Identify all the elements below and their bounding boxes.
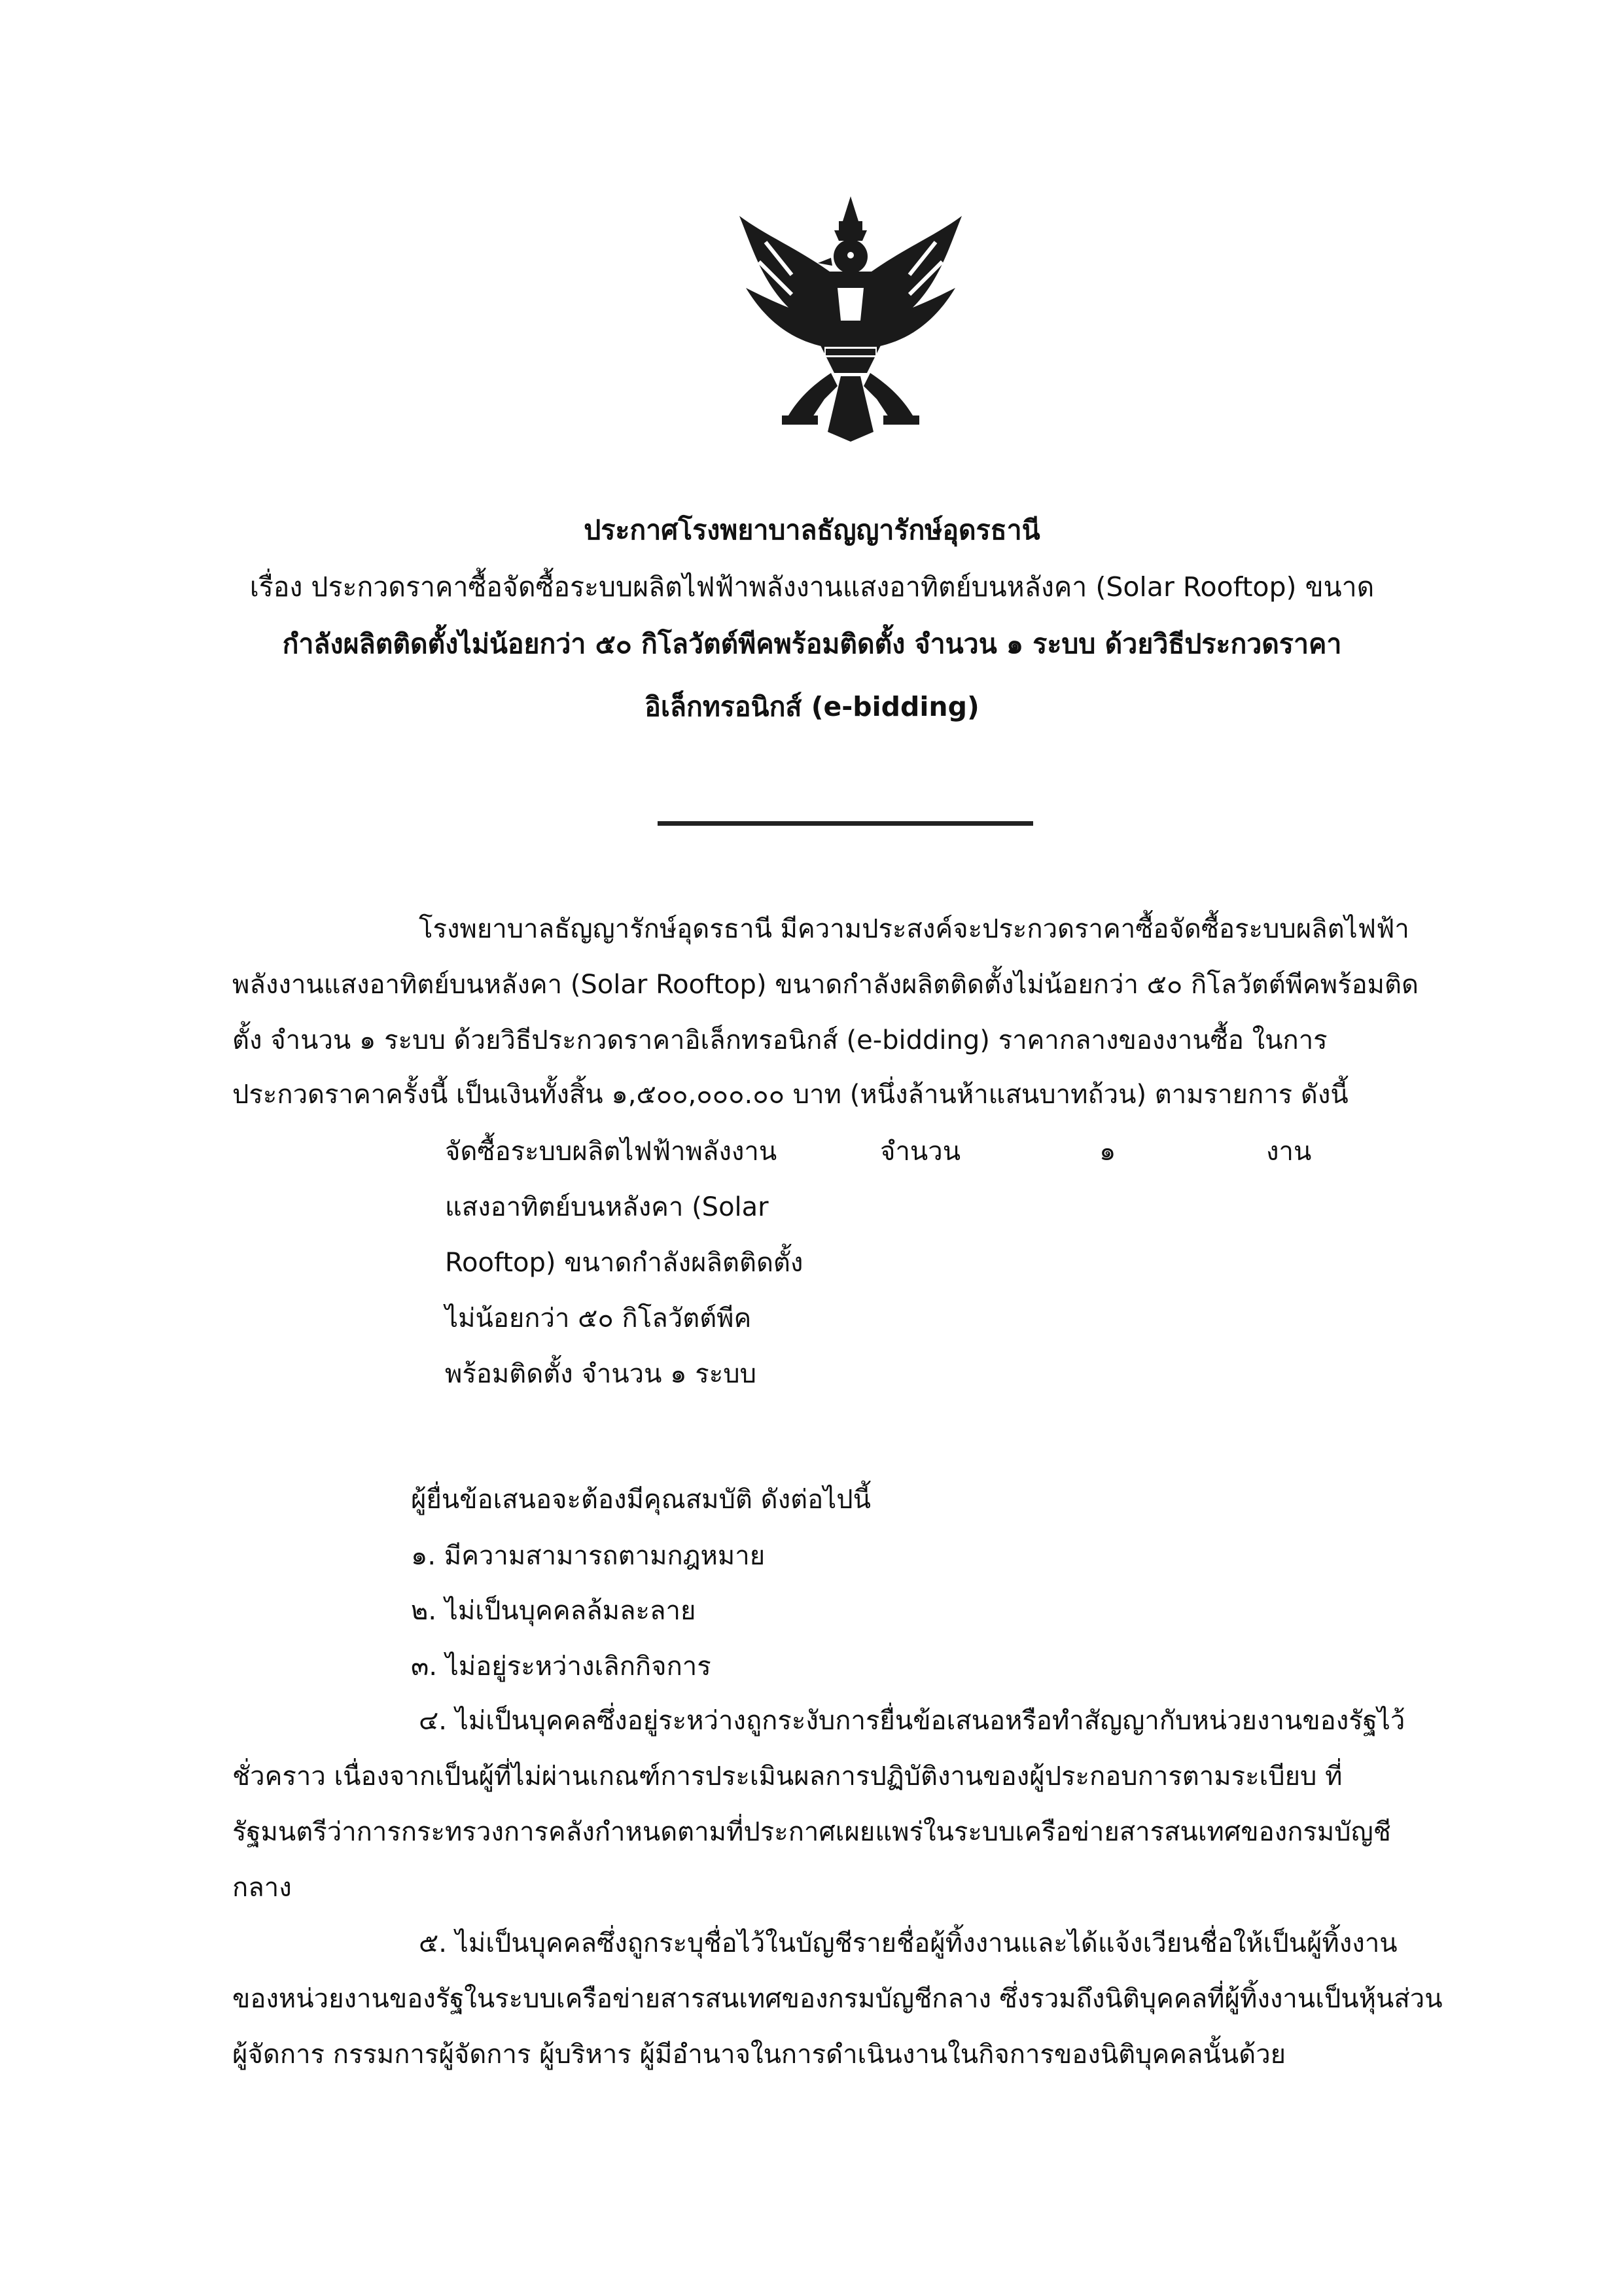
item-desc-line: จัดซื้อระบบผลิตไฟฟ้าพลังงาน	[445, 1137, 777, 1167]
intro-line-1: โรงพยาบาลธัญญารักษ์อุดรธานี มีความประสงค์จะประกวดราคาซื้อจัดซื้อระบบผลิตไฟฟ้า	[419, 914, 1409, 944]
qualifications-heading: ผู้ยื่นข้อเสนอจะต้องมีคุณสมบัติ ดังต่อไปนี้	[411, 1485, 871, 1515]
qualification-1: ๑. มีความสามารถตามกฎหมาย	[411, 1541, 766, 1571]
item-desc-line: ไม่น้อยกว่า ๕๐ กิโลวัตต์พีค	[445, 1303, 752, 1333]
qualification-5-line: ๕. ไม่เป็นบุคคลซึ่งถูกระบุชื่อไว้ในบัญชีรายชื่อผู้ทิ้งงานและได้แจ้งเวียนชื่อให้เป็นผู้ทิ้งงาน	[419, 1928, 1398, 1958]
qualification-5-line: ผู้จัดการ กรรมการผู้จัดการ ผู้บริหาร ผู้มีอำนาจในการดำเนินงานในกิจการของนิติบุคคลนั้นด้วย	[232, 2040, 1286, 2070]
qualification-4-line: ชั่วคราว เนื่องจากเป็นผู้ที่ไม่ผ่านเกณฑ์การประเมินผลการปฏิบัติงานของผู้ประกอบการตามระเบียบ ที่	[232, 1761, 1343, 1792]
intro-line-3: ตั้ง จำนวน ๑ ระบบ ด้วยวิธีประกวดราคาอิเล็กทรอนิกส์ (e-bidding) ราคากลางของงานซื้อ ในการ	[232, 1025, 1328, 1055]
item-desc-line: พร้อมติดตั้ง จำนวน ๑ ระบบ	[445, 1359, 757, 1389]
qualification-4-line: ๔. ไม่เป็นบุคคลซึ่งอยู่ระหว่างถูกระงับการยื่นข้อเสนอหรือทำสัญญากับหน่วยงานของรัฐไว้	[419, 1706, 1405, 1736]
qualification-2: ๒. ไม่เป็นบุคคลล้มละลาย	[411, 1596, 696, 1626]
item-desc-line: Rooftop) ขนาดกำลังผลิตติดตั้ง	[445, 1248, 803, 1278]
item-desc-line: แสงอาทิตย์บนหลังคา (Solar	[445, 1192, 769, 1222]
subject-line-2: กำลังผลิตติดตั้งไม่น้อยกว่า ๕๐ กิโลวัตต์พีคพร้อมติดตั้ง จำนวน ๑ ระบบ ด้วยวิธีประกวดราคา	[282, 628, 1342, 660]
announcement-title: ประกาศโรงพยาบาลธัญญารักษ์อุดรธานี	[584, 514, 1040, 546]
divider-line	[658, 821, 1033, 826]
qualification-5-line: ของหน่วยงานของรัฐในระบบเครือข่ายสารสนเทศของกรมบัญชีกลาง ซึ่งรวมถึงนิติบุคคลที่ผู้ทิ้งงานเป็นหุ้นส่วน	[232, 1984, 1443, 2014]
subject-line-1: เรื่อง ประกวดราคาซื้อจัดซื้อระบบผลิตไฟฟ้าพลังงานแสงอาทิตย์บนหลังคา (Solar Rooftop) ขนาด	[249, 571, 1375, 603]
item-unit: งาน	[1266, 1137, 1312, 1167]
item-qty-label: จำนวน	[880, 1137, 961, 1167]
item-qty: ๑	[1099, 1137, 1116, 1167]
intro-line-2: พลังงานแสงอาทิตย์บนหลังคา (Solar Rooftop) ขนาดกำลังผลิตติดตั้งไม่น้อยกว่า ๕๐ กิโลวัตต์พีคพร้อมติด	[232, 970, 1419, 1000]
qualification-4-line: กลาง	[232, 1873, 292, 1903]
qualification-3: ๓. ไม่อยู่ระหว่างเลิกกิจการ	[411, 1651, 711, 1682]
subject-line-3: อิเล็กทรอนิกส์ (e-bidding)	[644, 691, 980, 722]
qualification-4-line: รัฐมนตรีว่าการกระทรวงการคลังกำหนดตามที่ประกาศเผยแพร่ในระบบเครือข่ายสารสนเทศของกรมบัญชี	[232, 1817, 1391, 1847]
intro-line-4: ประกวดราคาครั้งนี้ เป็นเงินทั้งสิ้น ๑,๕๐๐,๐๐๐.๐๐ บาท (หนึ่งล้านห้าแสนบาทถ้วน) ตามรายการ ดังนี้	[232, 1080, 1349, 1110]
garuda-emblem-icon	[726, 190, 975, 445]
